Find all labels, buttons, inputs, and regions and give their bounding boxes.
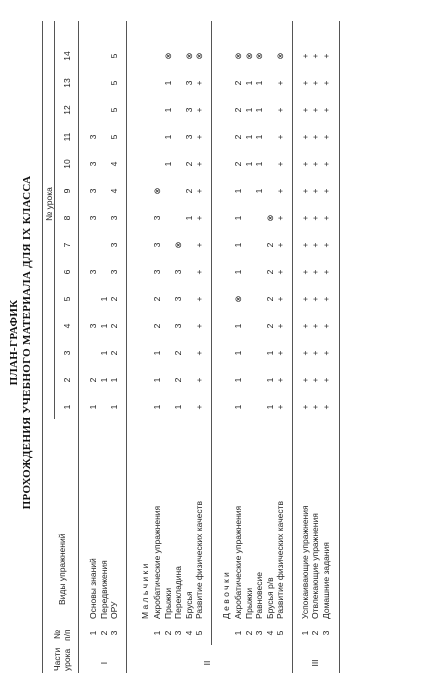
row-cell-value: 2: [109, 350, 119, 356]
row-cell-value: +: [320, 107, 331, 113]
row-cell-value: ⊗: [162, 52, 173, 60]
row-number: 4: [264, 630, 275, 636]
row-number: 1: [299, 630, 310, 636]
row-cell-value: 1: [162, 80, 173, 86]
row-cell-value: 2: [183, 188, 194, 194]
row-cell-value: +: [299, 80, 310, 86]
header-exercise-label: Виды упражнений: [57, 533, 67, 605]
row-cell-value: +: [275, 296, 285, 302]
row-cell-value: +: [299, 323, 310, 329]
row-cell-value: 3: [88, 134, 98, 140]
group-label: Д е в о ч к и: [220, 572, 231, 619]
header-number-label: №: [52, 629, 62, 639]
row-cell-value: +: [299, 242, 310, 248]
row-cell-value: 1: [264, 350, 275, 356]
row-cell-value: +: [299, 215, 310, 221]
row-exercise-name: Развитие физических качеств: [275, 500, 285, 619]
row-cell-value: +: [299, 404, 310, 410]
row-exercise-name: ОРУ: [109, 601, 119, 619]
row-cell-value: 1: [162, 161, 173, 167]
row-cell-value: 5: [109, 80, 119, 86]
row-cell-value: 1: [243, 107, 254, 113]
row-cell-value: +: [194, 215, 204, 221]
section-divider-rule: [292, 21, 293, 673]
row-cell-value: 1: [254, 161, 264, 167]
row-cell-value: +: [320, 188, 331, 194]
row-cell-value: +: [194, 350, 204, 356]
row-cell-value: 2: [233, 161, 243, 167]
row-cell-value: 4: [109, 188, 119, 194]
header-lesson-number: 5: [62, 296, 72, 302]
row-cell-value: +: [310, 188, 320, 194]
row-cell-value: 2: [109, 323, 119, 329]
row-cell-value: 2: [183, 161, 194, 167]
row-cell-value: +: [320, 323, 331, 329]
header-top-rule: [42, 21, 43, 673]
row-cell-value: +: [320, 215, 331, 221]
row-cell-value: 1: [264, 377, 275, 383]
row-cell-value: +: [275, 188, 285, 194]
header-part-label: Части: [52, 647, 62, 671]
row-cell-value: +: [275, 134, 285, 140]
row-cell-value: 1: [109, 377, 119, 383]
row-exercise-name: Перекладина: [173, 566, 183, 619]
row-cell-value: 1: [98, 350, 109, 356]
row-cell-value: 1: [243, 161, 254, 167]
row-cell-value: 1: [152, 404, 162, 410]
row-cell-value: +: [275, 350, 285, 356]
row-exercise-name: Акробатические упражнения: [233, 505, 243, 619]
row-cell-value: +: [310, 80, 320, 86]
row-cell-value: 1: [98, 377, 109, 383]
row-cell-value: +: [299, 188, 310, 194]
row-cell-value: 3: [173, 269, 183, 275]
row-cell-value: +: [320, 80, 331, 86]
row-cell-value: 3: [183, 134, 194, 140]
row-cell-value: +: [194, 404, 204, 410]
row-cell-value: 1: [264, 404, 275, 410]
row-cell-value: +: [194, 377, 204, 383]
row-number: 3: [173, 630, 183, 636]
row-cell-value: ⊗: [254, 52, 264, 60]
document-title: ПЛАН-ГРАФИК: [8, 299, 20, 386]
header-lesson-number: 3: [62, 350, 72, 356]
row-cell-value: ⊗: [233, 52, 243, 60]
row-cell-value: +: [310, 269, 320, 275]
row-exercise-name: Развитие физических качеств: [194, 500, 204, 619]
row-cell-value: 1: [183, 215, 194, 221]
row-cell-value: 3: [109, 242, 119, 248]
header-lesson-number: 7: [62, 242, 72, 248]
row-cell-value: +: [299, 350, 310, 356]
row-cell-value: +: [310, 404, 320, 410]
header-lesson-number: 1: [62, 404, 72, 410]
group-label: М а л ь ч и к и: [139, 563, 150, 619]
row-cell-value: 5: [109, 53, 119, 59]
row-cell-value: 3: [152, 269, 162, 275]
row-cell-value: 2: [233, 80, 243, 86]
row-exercise-name: Брусья р/в: [264, 577, 275, 619]
row-cell-value: +: [310, 296, 320, 302]
row-cell-value: +: [194, 242, 204, 248]
row-exercise-name: Передвижения: [98, 560, 109, 619]
row-cell-value: 1: [243, 80, 254, 86]
row-cell-value: 2: [233, 107, 243, 113]
row-cell-value: 5: [109, 107, 119, 113]
row-cell-value: 3: [183, 80, 194, 86]
row-cell-value: +: [299, 134, 310, 140]
row-cell-value: +: [275, 404, 285, 410]
row-cell-value: 1: [233, 188, 243, 194]
row-cell-value: 4: [109, 161, 119, 167]
row-cell-value: +: [275, 80, 285, 86]
row-cell-value: 1: [254, 80, 264, 86]
row-cell-value: +: [310, 350, 320, 356]
row-cell-value: 3: [152, 215, 162, 221]
row-cell-value: ⊗: [183, 52, 194, 60]
row-cell-value: 3: [88, 215, 98, 221]
header-lesson-number: 8: [62, 215, 72, 221]
row-cell-value: 2: [264, 242, 275, 248]
row-cell-value: +: [320, 269, 331, 275]
row-cell-value: +: [194, 80, 204, 86]
row-cell-value: +: [310, 107, 320, 113]
row-cell-value: +: [320, 296, 331, 302]
row-cell-value: 3: [88, 161, 98, 167]
row-cell-value: +: [310, 377, 320, 383]
row-exercise-name: Брусья: [183, 591, 194, 619]
group-divider-rule: [211, 21, 212, 645]
document-subtitle: ПРОХОЖДЕНИЯ УЧЕБНОГО МАТЕРИАЛА ДЛЯ IX КЛАССА: [21, 175, 33, 510]
row-cell-value: 2: [173, 350, 183, 356]
header-bottom-rule: [78, 21, 79, 673]
row-cell-value: 3: [88, 323, 98, 329]
row-number: 3: [254, 630, 264, 636]
row-cell-value: +: [320, 134, 331, 140]
row-cell-value: 2: [109, 296, 119, 302]
row-cell-value: +: [320, 377, 331, 383]
header-lesson-number: 14: [62, 51, 72, 61]
row-cell-value: 1: [233, 350, 243, 356]
row-cell-value: +: [320, 242, 331, 248]
row-cell-value: 3: [173, 296, 183, 302]
row-cell-value: 1: [233, 323, 243, 329]
table-bottom-rule: [339, 21, 340, 673]
row-cell-value: 2: [264, 269, 275, 275]
header-number-label: п/п: [62, 629, 72, 641]
row-cell-value: +: [320, 53, 331, 59]
row-cell-value: +: [299, 377, 310, 383]
header-lesson-caption: № урока: [44, 187, 54, 221]
row-cell-value: +: [194, 107, 204, 113]
part-label: III: [310, 659, 320, 667]
row-number: 1: [152, 630, 162, 636]
row-cell-value: 1: [162, 134, 173, 140]
row-number: 4: [183, 630, 194, 636]
row-cell-value: +: [310, 242, 320, 248]
row-cell-value: +: [194, 323, 204, 329]
part-label: II: [201, 660, 212, 666]
row-cell-value: 2: [173, 377, 183, 383]
row-cell-value: ⊗: [275, 52, 285, 60]
row-cell-value: 3: [152, 242, 162, 248]
row-cell-value: +: [310, 161, 320, 167]
row-cell-value: +: [310, 134, 320, 140]
row-exercise-name: Домашние задания: [320, 542, 331, 619]
row-cell-value: 2: [233, 134, 243, 140]
row-cell-value: +: [275, 242, 285, 248]
row-exercise-name: Успокаивающие упражнения: [299, 505, 310, 619]
header-part-label: урока: [62, 648, 72, 671]
row-number: 2: [98, 630, 109, 636]
row-cell-value: +: [310, 53, 320, 59]
header-lesson-number: 9: [62, 188, 72, 194]
row-cell-value: 1: [233, 269, 243, 275]
row-cell-value: 1: [243, 134, 254, 140]
row-number: 1: [233, 630, 243, 636]
row-cell-value: 2: [152, 296, 162, 302]
row-exercise-name: Прыжки: [243, 587, 254, 619]
row-cell-value: +: [299, 296, 310, 302]
row-number: 5: [275, 630, 285, 636]
lesson-number-rule: [54, 21, 55, 419]
row-exercise-name: Акробатические упражнения: [152, 505, 162, 619]
row-cell-value: 1: [98, 323, 109, 329]
row-number: 2: [162, 630, 173, 636]
row-exercise-name: Прыжки: [162, 587, 173, 619]
row-cell-value: ⊗: [194, 52, 204, 60]
section-divider-rule: [126, 21, 127, 673]
row-cell-value: +: [299, 107, 310, 113]
row-cell-value: +: [320, 161, 331, 167]
row-number: 2: [243, 630, 254, 636]
part-label: I: [98, 661, 109, 665]
row-exercise-name: Основы знаний: [88, 558, 98, 619]
row-cell-value: +: [299, 161, 310, 167]
row-cell-value: +: [310, 323, 320, 329]
row-cell-value: 1: [152, 377, 162, 383]
header-lesson-number: 4: [62, 323, 72, 329]
row-cell-value: +: [320, 350, 331, 356]
row-cell-value: 1: [254, 107, 264, 113]
row-number: 3: [320, 630, 331, 636]
row-cell-value: 1: [254, 134, 264, 140]
row-cell-value: 1: [98, 296, 109, 302]
row-cell-value: 1: [233, 404, 243, 410]
row-cell-value: +: [299, 53, 310, 59]
row-cell-value: 1: [88, 404, 98, 410]
row-cell-value: 1: [173, 404, 183, 410]
row-cell-value: 1: [233, 242, 243, 248]
row-cell-value: 2: [152, 323, 162, 329]
row-cell-value: +: [275, 323, 285, 329]
row-cell-value: 1: [233, 377, 243, 383]
header-lesson-number: 10: [62, 159, 72, 169]
header-lesson-number: 11: [62, 132, 72, 142]
row-cell-value: +: [275, 269, 285, 275]
row-cell-value: +: [194, 161, 204, 167]
row-cell-value: 3: [173, 323, 183, 329]
row-cell-value: +: [320, 404, 331, 410]
row-cell-value: +: [275, 161, 285, 167]
header-lesson-number: 2: [62, 377, 72, 383]
row-exercise-name: Отвлекающие упражнения: [310, 513, 320, 619]
header-lesson-number: 12: [62, 105, 72, 115]
row-cell-value: 5: [109, 134, 119, 140]
row-cell-value: 2: [264, 323, 275, 329]
row-cell-value: +: [194, 134, 204, 140]
row-cell-value: 2: [264, 296, 275, 302]
row-number: 3: [109, 630, 119, 636]
row-cell-value: 1: [109, 404, 119, 410]
row-cell-value: 3: [88, 269, 98, 275]
row-cell-value: +: [194, 188, 204, 194]
row-cell-value: ⊗: [173, 241, 183, 249]
header-lesson-number: 13: [62, 78, 72, 88]
row-number: 2: [310, 630, 320, 636]
row-cell-value: ⊗: [233, 295, 243, 303]
row-cell-value: 3: [109, 269, 119, 275]
row-cell-value: +: [275, 215, 285, 221]
row-cell-value: +: [194, 296, 204, 302]
row-cell-value: 1: [254, 188, 264, 194]
row-cell-value: 3: [183, 107, 194, 113]
row-cell-value: +: [275, 377, 285, 383]
row-cell-value: ⊗: [243, 52, 254, 60]
header-lesson-number: 6: [62, 269, 72, 275]
row-cell-value: 1: [233, 215, 243, 221]
row-cell-value: +: [299, 269, 310, 275]
row-number: 1: [88, 630, 98, 636]
row-cell-value: 2: [88, 377, 98, 383]
row-cell-value: 3: [88, 188, 98, 194]
row-cell-value: +: [275, 107, 285, 113]
row-cell-value: ⊗: [152, 187, 162, 195]
row-cell-value: +: [194, 269, 204, 275]
row-exercise-name: Равновесие: [254, 572, 264, 619]
row-cell-value: +: [310, 215, 320, 221]
row-cell-value: 3: [109, 215, 119, 221]
row-cell-value: 1: [152, 350, 162, 356]
row-cell-value: 1: [162, 107, 173, 113]
row-number: 5: [194, 630, 204, 636]
row-cell-value: ⊗: [264, 214, 275, 222]
